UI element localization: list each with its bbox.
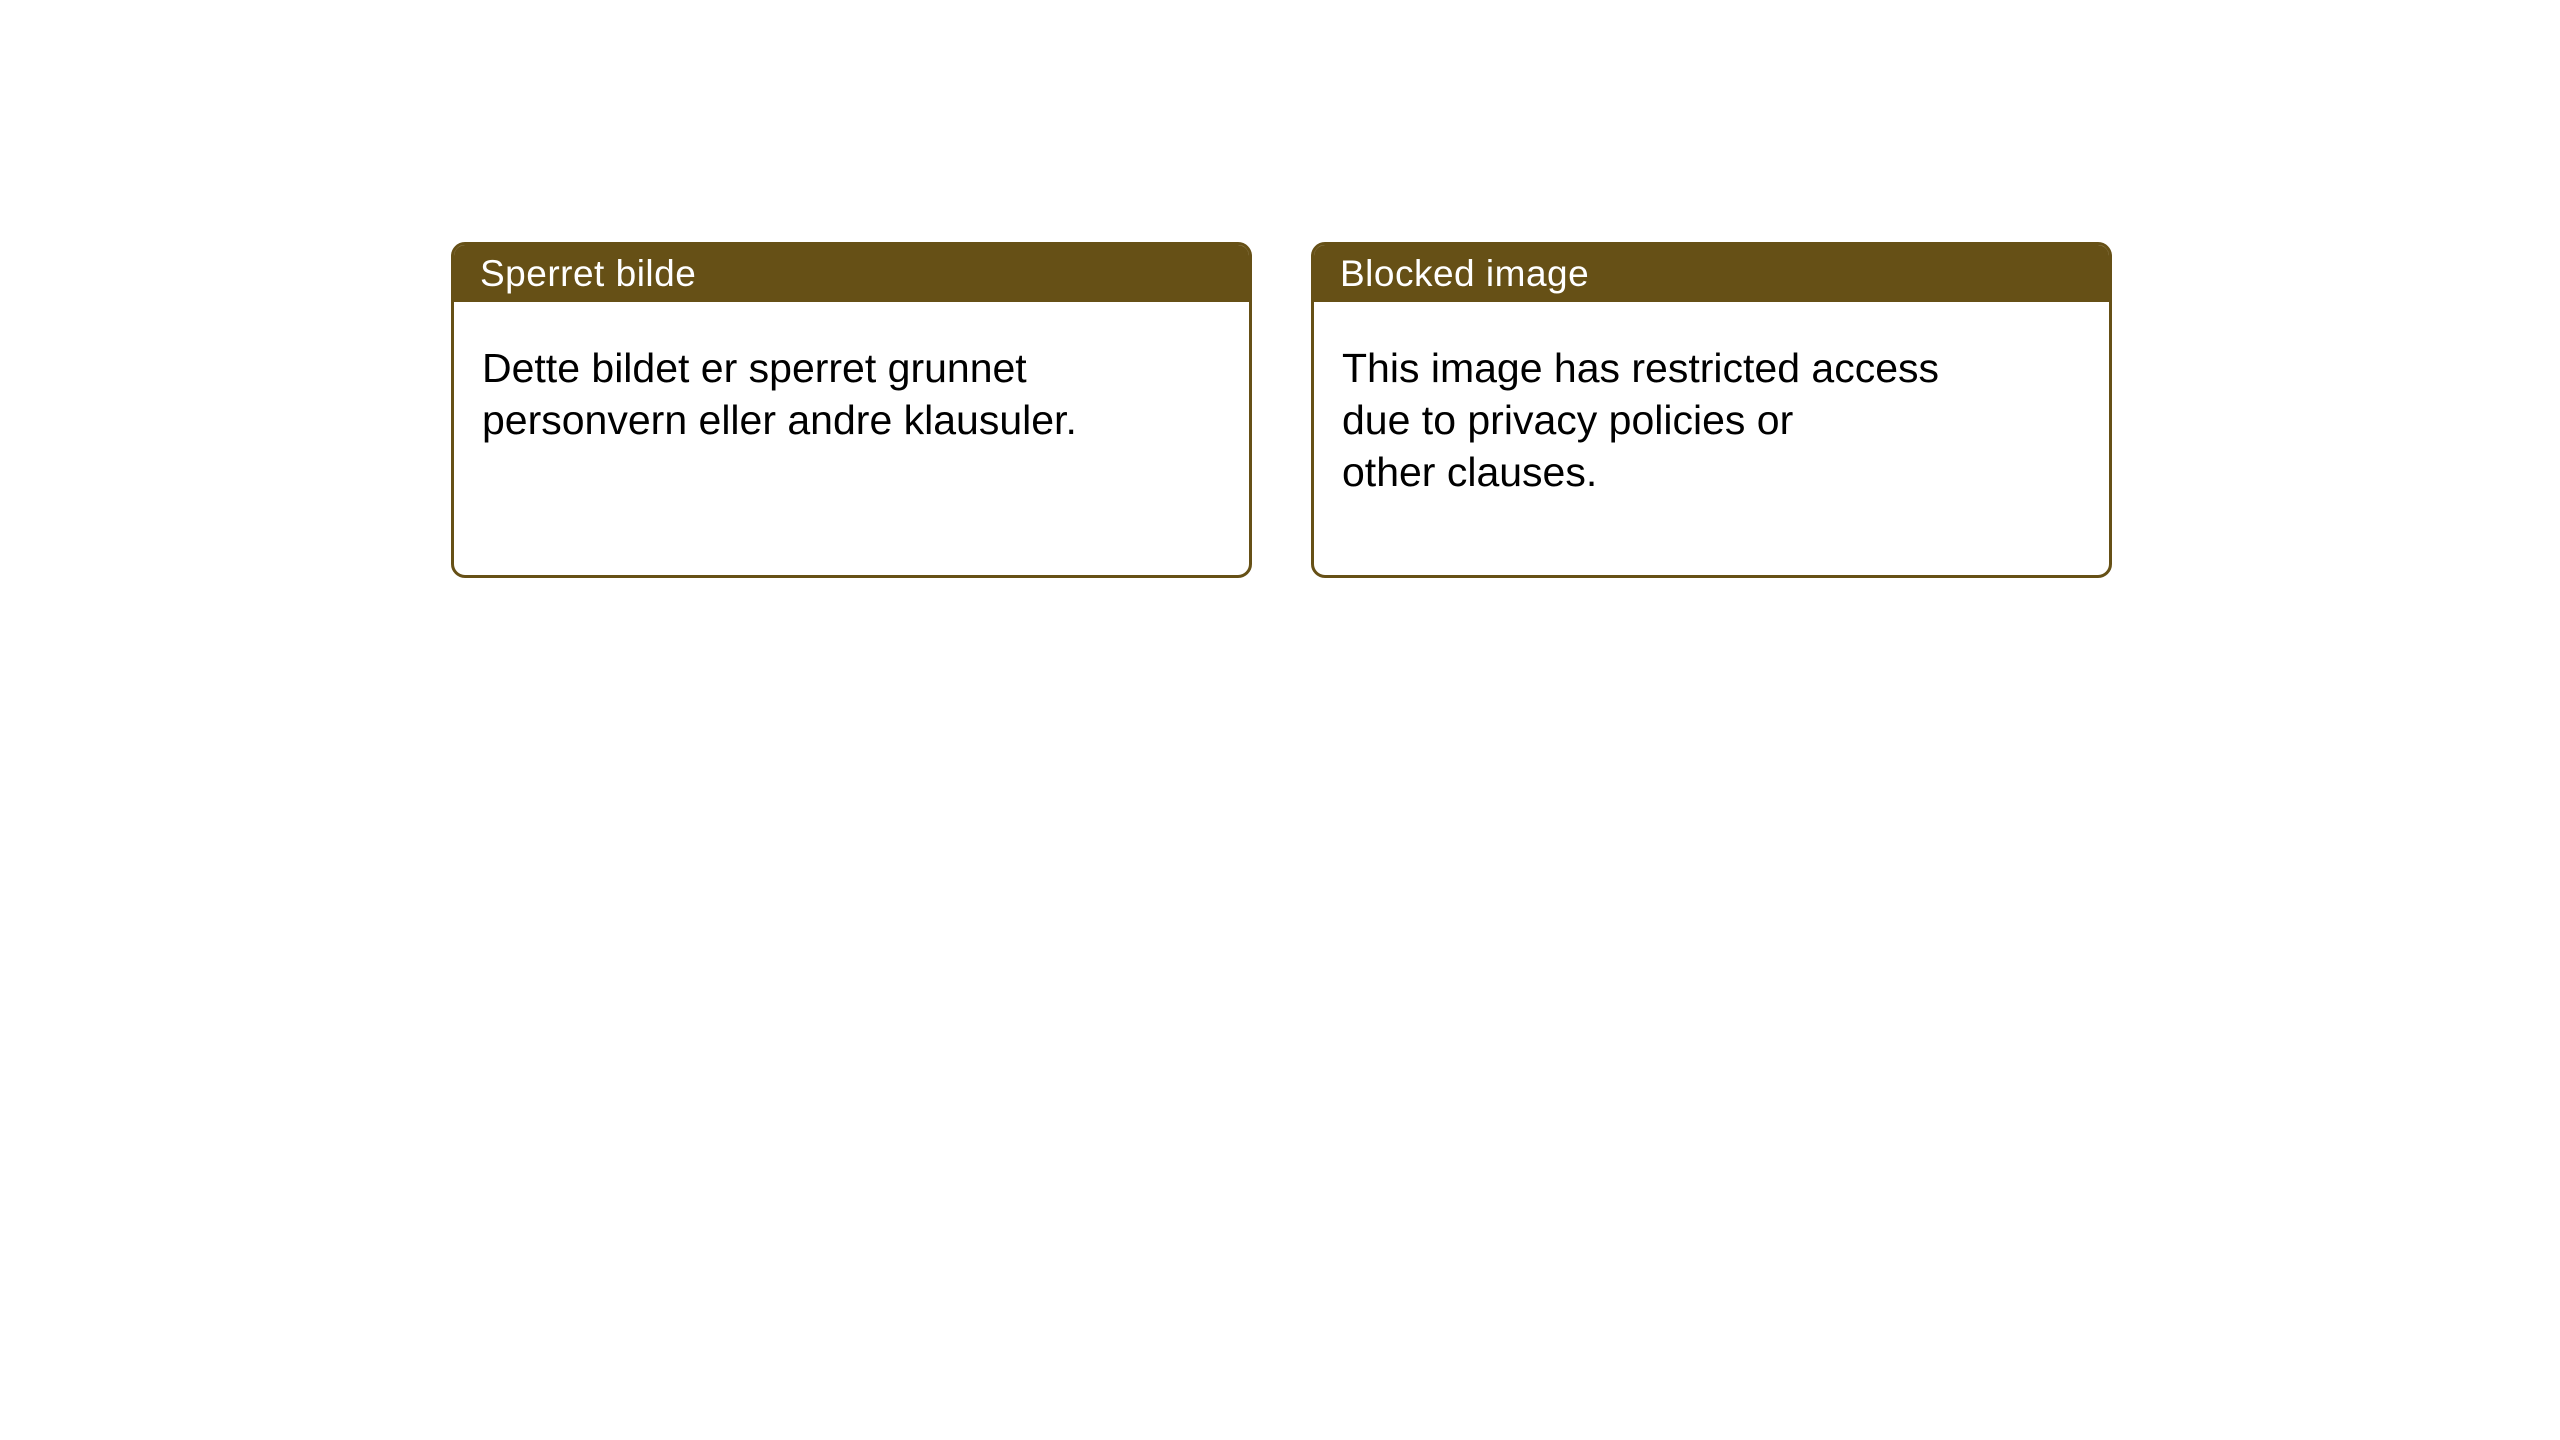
notice-body-line: personvern eller andre klausuler. — [482, 397, 1077, 443]
notice-card-body — [1314, 302, 2109, 498]
notice-card-title: Blocked image — [1340, 252, 1590, 294]
blocked-image-notice-card-norwegian — [451, 242, 1252, 578]
notice-body-line: other clauses. — [1342, 449, 1598, 495]
notice-card-header — [1314, 245, 2109, 302]
notice-body-line: This image has restricted access — [1342, 345, 1940, 391]
notice-body-line: due to privacy policies or — [1342, 397, 1794, 443]
notice-card-body — [454, 302, 1249, 446]
notice-card-header — [454, 245, 1249, 302]
notice-card-title: Sperret bilde — [480, 252, 697, 294]
notice-body-line: Dette bildet er sperret grunnet — [482, 345, 1027, 391]
blocked-image-notice-card-english — [1311, 242, 2112, 578]
